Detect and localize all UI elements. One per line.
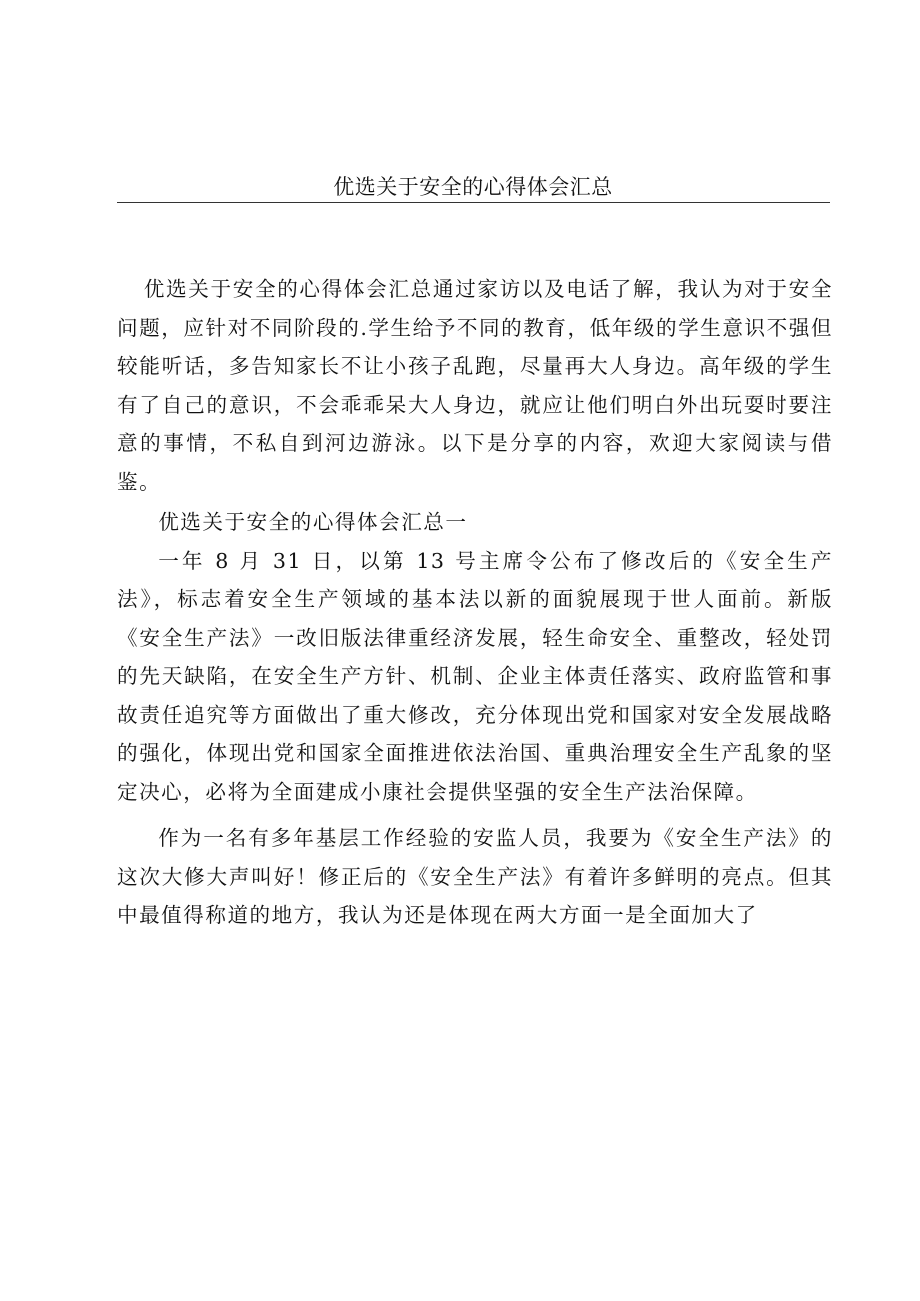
intro-paragraph: 优选关于安全的心得体会汇总通过家访以及电话了解，我认为对于安全问题，应针对不同阶段的.学生给予不同的教育，低年级的学生意识不强但较能听话，多告知家长不让小孩子乱跑，尽量再大人身边。高年级的学生有了自己的意识，不会乖乖呆大人身边，就应让他们明白外出玩耍时要注意的事情，不私自到河边游泳。以下是分享的内容，欢迎大家阅读与借鉴。 xyxy=(117,277,833,494)
title-underline xyxy=(117,202,830,203)
body-paragraph: 作为一名有多年基层工作经验的安监人员，我要为《安全生产法》的这次大修大声叫好！修正后的《安全生产法》有着许多鲜明的亮点。但其中最值得称道的地方，我认为还是体现在两大方面一是全面加大了 xyxy=(117,826,833,927)
body-paragraph: 一年 8 月 31 日，以第 13 号主席令公布了修改后的《安全生产法》，标志着安全生产领域的基本法以新的面貌展现于世人面前。新版《安全生产法》一改旧版法律重经济发展，轻生命安全、重整改，轻处罚的先天缺陷，在安全生产方针、机制、企业主体责任落实、政府监管和事故责任追究等方面做出了重大修改，充分体现出党和国家对安全发展战略的强化，体现出党和国家全面推进依法治国、重典治理安全生产乱象的坚定决心，必将为全面建成小康社会提供坚强的安全生产法治保障。 xyxy=(117,548,833,804)
document-body xyxy=(117,270,833,935)
section-heading: 优选关于安全的心得体会汇总一 xyxy=(158,510,468,534)
document-title: 优选关于安全的心得体会汇总 xyxy=(333,175,613,199)
